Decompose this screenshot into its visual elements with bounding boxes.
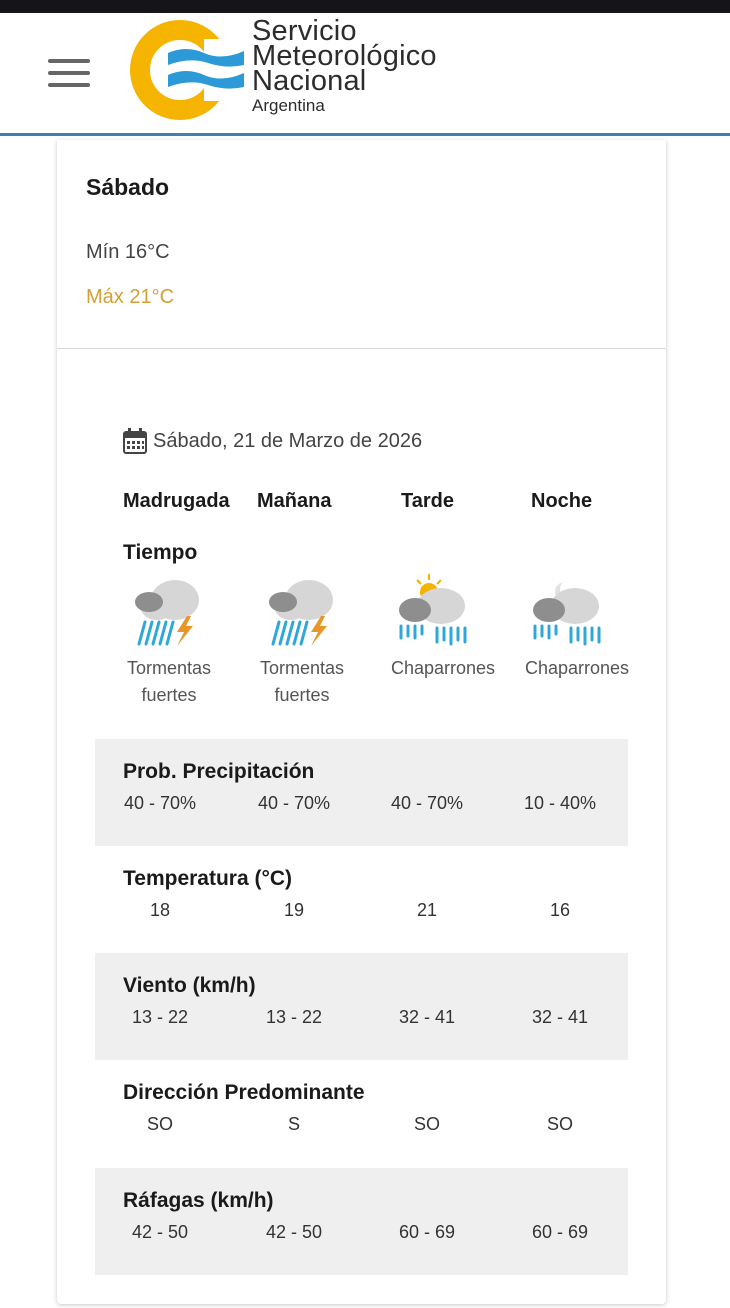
period-manana: Mañana	[257, 490, 332, 512]
smn-logo-icon[interactable]	[128, 19, 244, 121]
forecast-date: Sábado, 21 de Marzo de 2026	[153, 429, 423, 452]
row-rafagas	[95, 1168, 628, 1275]
showers-night-icon	[525, 572, 605, 652]
row-value: 32 - 41	[531, 1007, 589, 1027]
weather-desc-line2: fuertes	[274, 685, 330, 705]
row-value: 40 - 70%	[390, 793, 464, 813]
weather-desc-tarde	[388, 655, 498, 682]
forecast-card	[57, 140, 666, 1304]
weather-desc-line2: fuertes	[141, 685, 197, 705]
day-summary[interactable]	[57, 140, 666, 349]
date-row	[123, 428, 422, 454]
storm-icon	[127, 572, 207, 652]
status-bar	[0, 0, 730, 13]
row-value: SO	[413, 1114, 440, 1134]
period-noche: Noche	[531, 490, 593, 512]
tiempo-label: Tiempo	[123, 541, 198, 564]
day-title: Sábado	[86, 174, 170, 200]
logo-line-1: Servicio	[252, 15, 357, 47]
storm-icon	[261, 572, 341, 652]
min-temp: Mín 16°C	[86, 241, 170, 263]
logo-line-4: Argentina	[252, 96, 325, 115]
row-title: Ráfagas (km/h)	[123, 1189, 274, 1212]
row-prob-precipitacion	[95, 739, 628, 846]
row-title: Temperatura (°C)	[123, 867, 293, 890]
row-value: 13 - 22	[131, 1007, 189, 1027]
site-header	[0, 13, 730, 136]
row-value: SO	[546, 1114, 573, 1134]
row-value: S	[287, 1114, 300, 1134]
period-tarde: Tarde	[401, 490, 454, 512]
row-value: 16	[549, 900, 571, 920]
row-value: 18	[149, 900, 171, 920]
row-value: 40 - 70%	[123, 793, 197, 813]
period-madrugada: Madrugada	[123, 490, 230, 512]
row-value: 21	[416, 900, 438, 920]
row-value: 60 - 69	[531, 1222, 589, 1242]
row-temperatura	[95, 846, 628, 953]
row-viento	[95, 953, 628, 1060]
calendar-icon	[123, 428, 147, 454]
row-value: 13 - 22	[265, 1007, 323, 1027]
row-value: 42 - 50	[265, 1222, 323, 1242]
weather-desc-line1: Chaparrones	[524, 658, 630, 678]
row-title: Prob. Precipitación	[123, 760, 315, 783]
logo-text	[252, 15, 437, 116]
row-title: Dirección Predominante	[123, 1081, 365, 1104]
weather-desc-line1: Chaparrones	[390, 658, 496, 678]
weather-desc-line1: Tormentas	[126, 658, 212, 678]
weather-desc-madrugada	[114, 655, 224, 709]
row-value: 60 - 69	[398, 1222, 456, 1242]
menu-icon[interactable]	[48, 59, 90, 89]
period-headers	[57, 490, 666, 520]
row-value: 10 - 40%	[523, 793, 597, 813]
row-value: 42 - 50	[131, 1222, 189, 1242]
row-value: 32 - 41	[398, 1007, 456, 1027]
row-value: 19	[283, 900, 305, 920]
weather-desc-manana	[247, 655, 357, 709]
row-title: Viento (km/h)	[123, 974, 256, 997]
weather-desc-line1: Tormentas	[259, 658, 345, 678]
logo-line-2: Meteorológico	[252, 40, 437, 72]
max-temp: Máx 21°C	[86, 286, 175, 308]
row-value: SO	[146, 1114, 173, 1134]
showers-day-icon	[391, 572, 471, 652]
row-direccion	[95, 1060, 628, 1167]
logo-line-3: Nacional	[252, 65, 367, 97]
weather-desc-noche	[522, 655, 632, 682]
row-value: 40 - 70%	[257, 793, 331, 813]
